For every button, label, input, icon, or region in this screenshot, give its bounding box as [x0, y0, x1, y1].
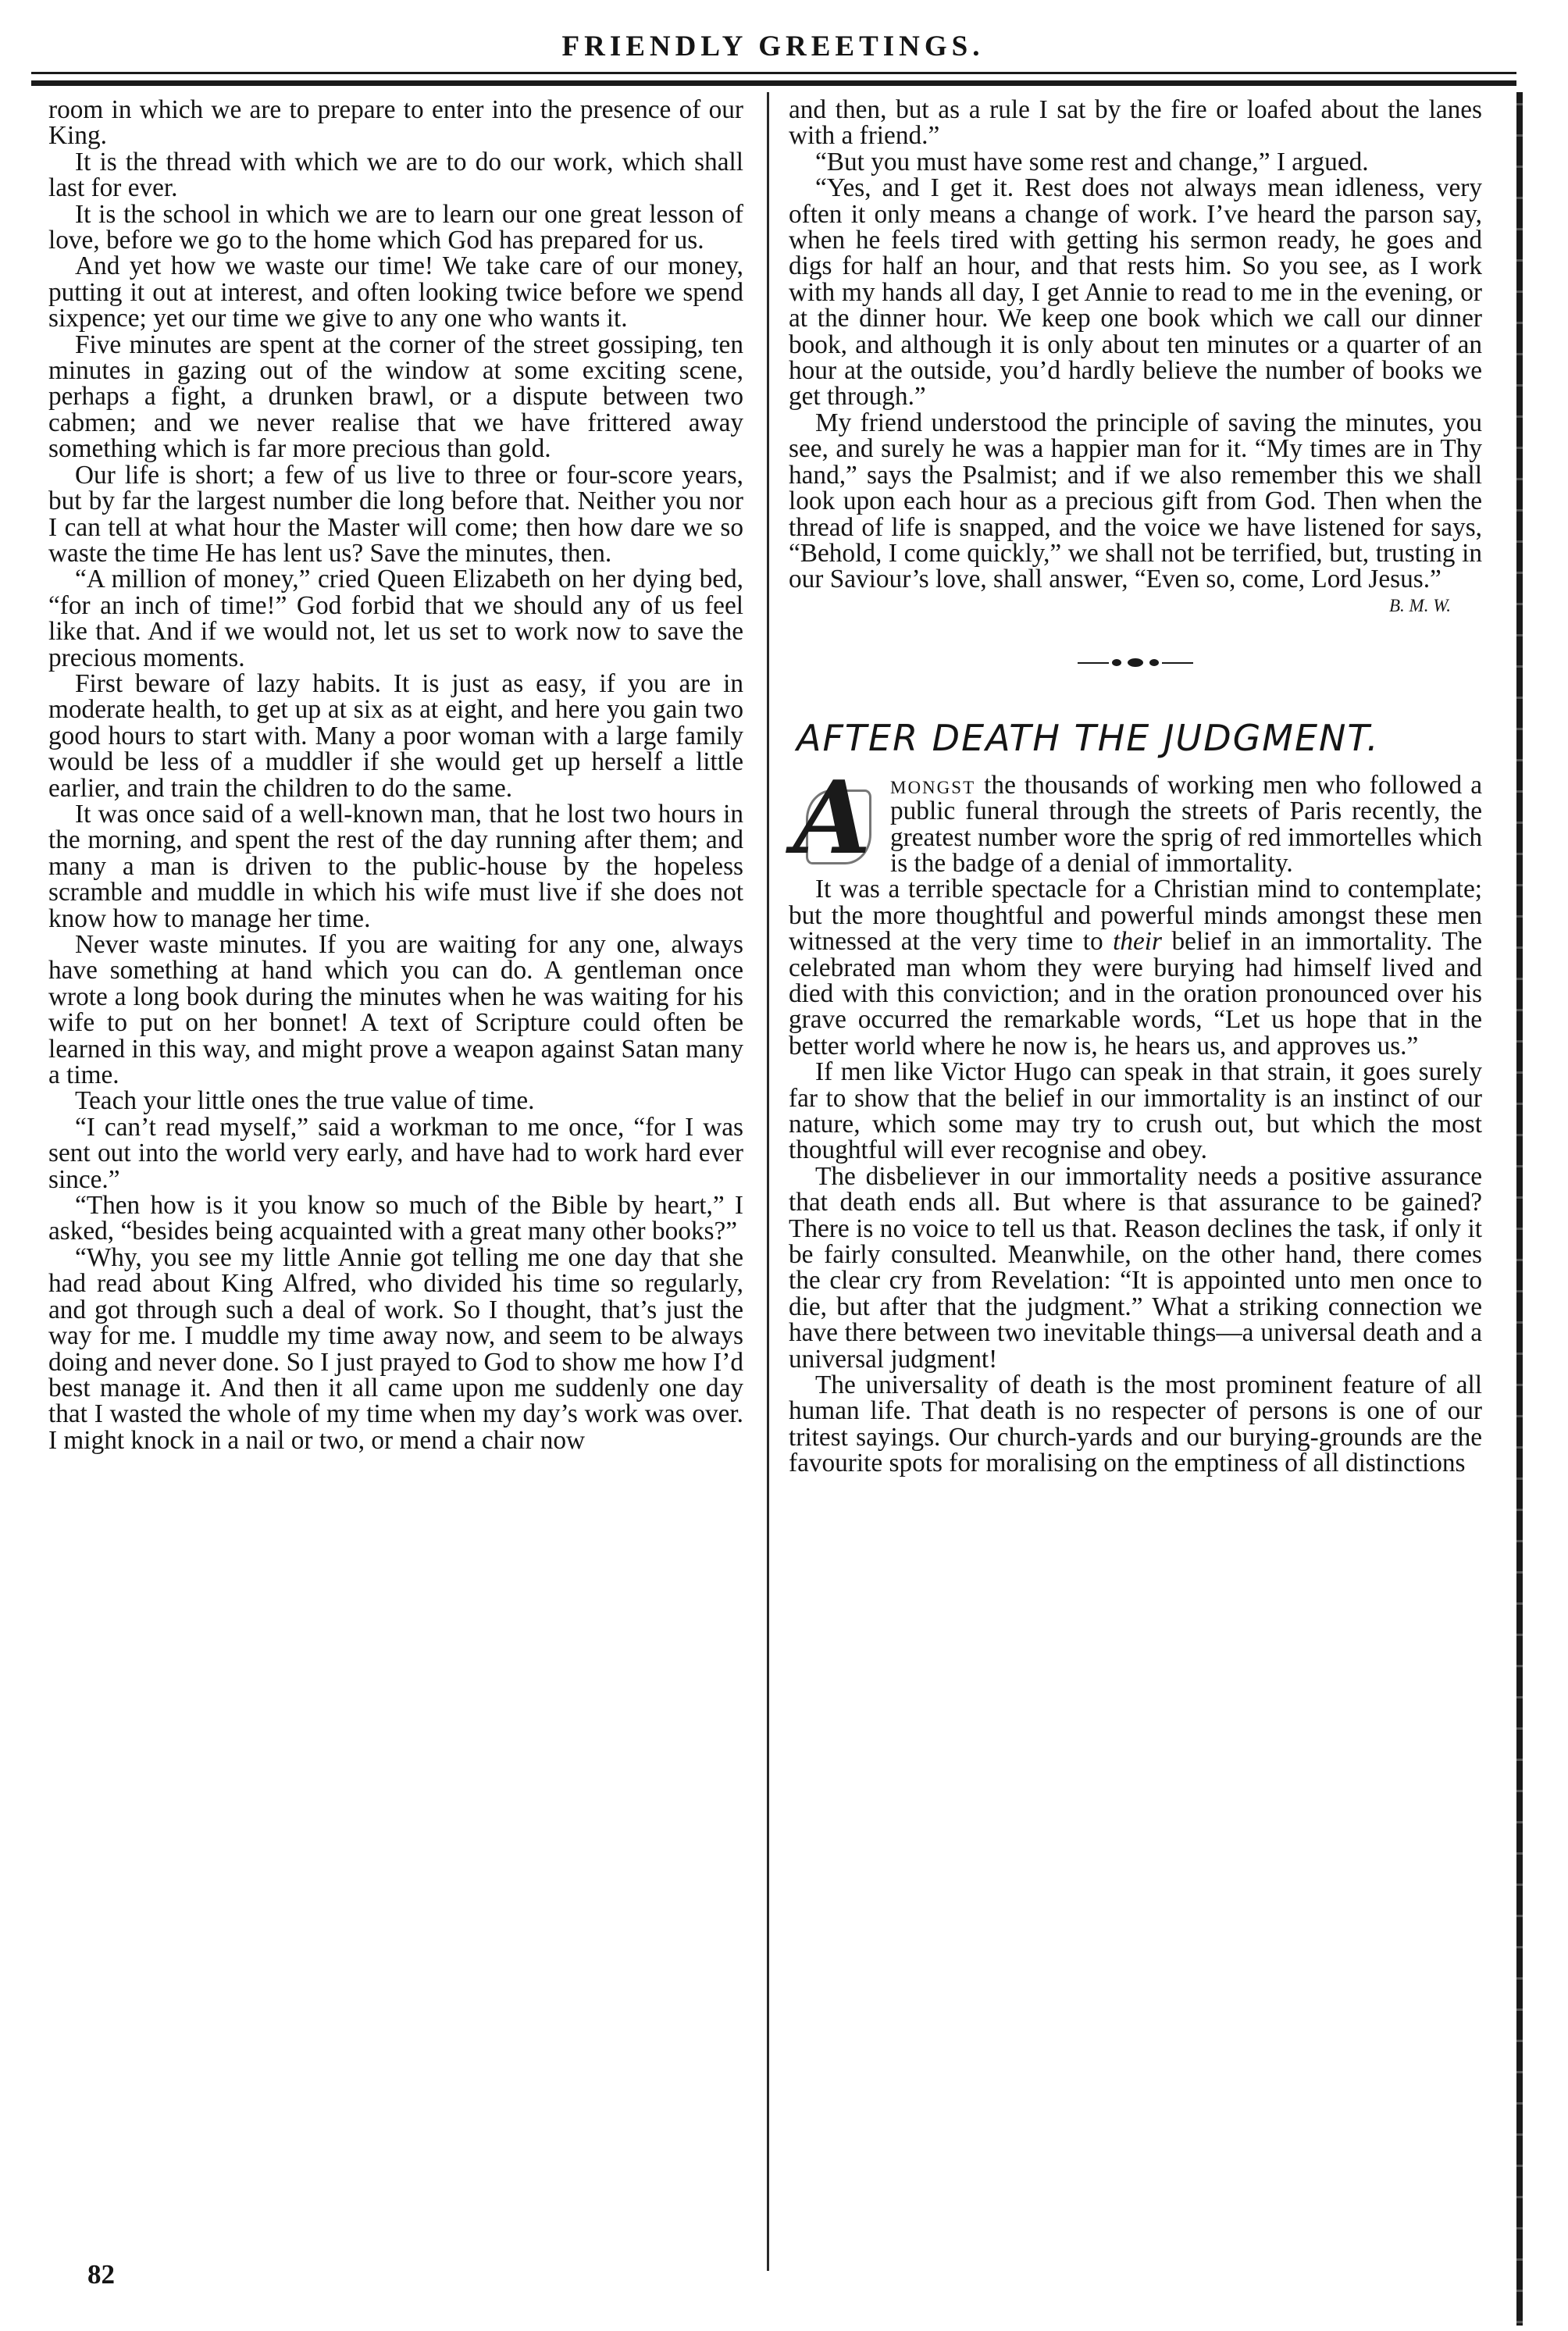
- paragraph: and then, but as a rule I sat by the fire or loafed about the lanes with a friend.”: [789, 95, 1482, 151]
- paragraph: Never waste minutes. If you are waiting for any one, always have something at hand which you can do. A gentleman once wrote a long book during the minutes when he was waiting for his wife to put on her bonnet! A text of Scripture could often be learned in this way, and might prove a weapon against Satan many a time.: [48, 930, 743, 1090]
- page-number: 82: [87, 2259, 115, 2290]
- paragraph: The disbeliever in our immortality needs a positive assurance that death ends all. But where is that assurance to be gained? There is no voice to tell us that. Reason declines the task, if only it be fairly consulted. Meanwhile, on the other hand, there comes the clear cry from Revelation: “It is appointed unto men once to die, but after that the judgment.” What a striking connection we have there between two inevitable things—a universal death and a universal judgment!: [789, 1161, 1482, 1374]
- dropcap-ornament-icon: [789, 759, 879, 877]
- header-rule-thin: [31, 72, 1516, 74]
- paragraph: Teach your little ones the true value of time.: [75, 1086, 535, 1116]
- paragraph: The universality of death is the most prominent feature of all human life. That death is no respecter of persons is one of our tritest sayings. Our church-yards and our burying-grounds are the favourite spots for moralising on the emptiness of all distinctions: [789, 1370, 1482, 1478]
- paragraph: Our life is short; a few of us live to three or four-score years, but by far the largest number die long before that. Neither you nor I can tell at what hour the Master will come; then how dare we so waste the time He has lent us? Save the minutes, then.: [48, 460, 743, 568]
- opening-smallcaps: mongst: [890, 770, 976, 800]
- paragraph: “A million of money,” cried Queen Elizabeth on her dying bed, “for an inch of time!” God forbid that we should any of us feel like that. And if we would not, let us set to work now to save the precious moments.: [48, 565, 743, 672]
- text-run: It was a terrible spectacle for a Christian mind to contemplate; but the more thoughtful and powerful minds amongst these men witnessed at the very time to: [789, 875, 1482, 957]
- opening-text: the thousands of working men who followed a public funeral through the streets of Paris recently, the greatest number wore the sprig of red immortelles which is the badge of a denial of immortality.: [890, 770, 1482, 878]
- dropcap-letter: A: [793, 759, 871, 877]
- section-ornament-icon: [789, 632, 1482, 694]
- paragraph: It is the school in which we are to learn our one great lesson of love, before we go to the home which God has prepared for us.: [48, 199, 743, 255]
- paragraph: It was once said of a well-known man, that he lost two hours in the morning, and spent the rest of the day running after them; and many a man is driven to the public-house by the hopeless scramble and muddle in which his wife must live if she does not know how to manage her time.: [48, 799, 743, 933]
- left-column: [48, 97, 743, 1453]
- paragraph: First beware of lazy habits. It is just as easy, if you are in moderate health, to get up at six as at eight, and here you gain two good hours to start with. Many a poor woman with a large family would be less of a muddler if she would get up herself a little earlier, and train the children to do the same.: [48, 668, 743, 803]
- paragraph: And yet how we waste our time! We take care of our money, putting it out at interest, and often looking twice before we spend sixpence; yet our time we give to any one who wants it.: [48, 251, 743, 333]
- paragraph: “But you must have some rest and change,” I argued.: [815, 147, 1369, 176]
- text-run: belief in an immortality. The celebrated man whom they were burying had himself lived and died with this conviction; and in the oration pronounced over his grave occurred the remarkable words, “Let us hope that in the better world where he now is, he hears us, and approves us.”: [789, 927, 1482, 1060]
- running-title: FRIENDLY GREETINGS.: [561, 30, 985, 62]
- paragraph: Five minutes are spent at the corner of the street gossiping, ten minutes in gazing out of the window at some exciting scene, perhaps a fight, a drunken brawl, or a dispute between two cabmen; and we never realise that we have frittered away something which is far more precious than gold.: [48, 330, 743, 464]
- column-divider: [767, 92, 769, 2271]
- binding-edge: [1516, 92, 1523, 2326]
- author-signature: B. M. W.: [1388, 595, 1451, 615]
- paragraph: It is the thread with which we are to do our work, which shall last for ever.: [48, 147, 743, 203]
- article-title: AFTER DEATH THE JUDGMENT.: [796, 716, 1380, 759]
- paragraph: room in which we are to prepare to enter into the presence of our King.: [48, 95, 743, 151]
- paragraph: “Yes, and I get it. Rest does not always mean idleness, very often it only means a change of work. I’ve heard the parson say, when he feels tired with getting his sermon ready, he goes and digs for half an hour, and that rests him. So you see, as I work with my hands all day, I get Annie to read to me in the evening, or at the dinner hour. We keep one book which we call our dinner book, and although it is only about ten minutes or a quarter of an hour at the outside, you’d hardly believe the number of books we get through.”: [789, 173, 1482, 412]
- paragraph: “Then how is it you know so much of the Bible by heart,” I asked, “besides being acquainted with a great many other books?”: [48, 1191, 743, 1246]
- paragraph: If men like Victor Hugo can speak in that strain, it goes surely far to show that the belief in our immortality is an instinct of our nature, which some may try to crush out, but which the most thoughtful will ever recognise and obey.: [789, 1057, 1482, 1165]
- article-opening: [789, 759, 1482, 878]
- paragraph: My friend understood the principle of saving the minutes, you see, and surely he was a happier man for it. “My times are in Thy hand,” says the Psalmist; and if we also remember this we shall look upon each hour as a precious gift from God. Then when the thread of life is snapped, and the voice we have listened for says, “Behold, I come quickly,” we shall not be terrified, but, trusting in our Saviour’s love, shall answer, “Even so, come, Lord Jesus.”: [789, 408, 1482, 594]
- emphasis-text: their: [1113, 927, 1162, 957]
- header-rule-thick: [31, 80, 1516, 86]
- paragraph: “I can’t read myself,” said a workman to me once, “for I was sent out into the world very early, and have had to work hard ever since.”: [48, 1112, 743, 1194]
- paragraph: [789, 876, 1482, 1059]
- right-column: [789, 97, 1482, 1477]
- paragraph: [789, 772, 1482, 877]
- paragraph: “Why, you see my little Annie got telling me one day that she had read about King Alfred, who divided his time so regularly, and got through such a deal of work. So I thought, that’s just the way for me. I muddle my time away now, and seem to be always doing and never done. So I just prayed to God to show me how I’d best manage it. And then it all came upon me suddenly one day that I wasted the whole of my time when my day’s work was over. I might knock in a nail or two, or mend a chair now: [48, 1242, 743, 1455]
